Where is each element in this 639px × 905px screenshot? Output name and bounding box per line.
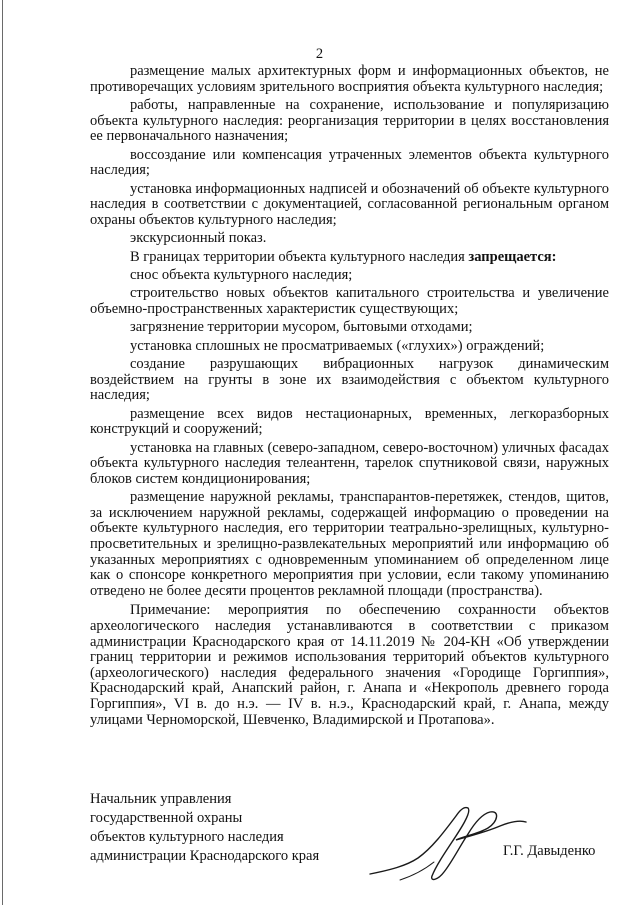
prohibited-intro [90,250,609,266]
prohibited-item-2: строительство новых объектов капитального строительства и увеличение объемно-пространственных характеристик существующих; [90,285,609,317]
position-line-4: администрации Краснодарского края [90,848,320,864]
paragraph-permitted-1: размещение малых архитектурных форм и информационных объектов, не противоречащих условиям зрительного восприятия объекта культурного наследия; [90,63,609,95]
position-line-2: государственной охраны [90,810,243,826]
prohibited-intro-bold: запрещается: [468,248,557,265]
prohibited-item-8: размещение наружной рекламы, транспарантов-перетяжек, стендов, щитов, за исключением наружной рекламы, содержащей информацию о проведении на объекте культурного наследия, его территории театрально-зрелищных, культурно-просветительных и зрелищно-развлекательных мероприятий или информацию об указанных мероприятиях с одновременным упоминанием об определенном лице как о спонсоре конкретного мероприятия при условии, если такому упоминанию отведено не более десяти процентов рекламной площади (пространства). [90,489,609,599]
signatory-position [90,790,350,866]
signatory-name: Г.Г. Давыденко [503,843,596,859]
page-number: 2 [315,46,324,62]
position-line-1: Начальник управления [90,791,232,807]
paragraph-permitted-2: работы, направленные на сохранение, использование и популяризацию объекта культурного наследия: реорганизация территории в целях восстановления ее первоначального назначения; [90,96,609,145]
note-paragraph: Примечание: мероприятия по обеспечению сохранности объектов археологического наследия устанавливаются в соответствии с приказом администрации Краснодарского края от 14.11.2019 № 204-КН «Об утверждении границ территории и режимов использования территорий объектов культурного (археологического) наследия федерального значения «Городище Горгиппия», Краснодарский край, Анапский район, г. Анапа и «Некрополь древнего города Горгиппия», VI в. до н.э. — IV в. н.э., Краснодарский край, г. Анапа, между улицами Черноморской, Шевченко, Владимирской и Протапова». [90,602,609,728]
prohibited-item-4: установка сплошных не просматриваемых («глухих») ограждений; [130,337,545,354]
handwritten-signature [360,796,530,886]
paragraph-permitted-4: установка информационных надписей и обозначений об объекте культурного наследия в соответствии с документацией, согласованной региональным органом охраны объектов культурного наследия; [90,180,609,228]
prohibited-item-7: установка на главных (северо-западном, северо-восточном) уличных фасадах объекта культурного наследия телеантенн, тарелок спутниковой связи, наружных блоков систем кондиционирования; [90,439,609,487]
prohibited-intro-text: В границах территории объекта культурного наследия [130,248,469,265]
prohibited-item-1: снос объекта культурного наследия; [130,266,353,283]
paragraph-permitted-5: экскурсионный показ. [130,230,267,247]
prohibited-item-5: создание разрушающих вибрационных нагрузок динамическим воздействием на грунты в зоне их взаимодействия с объектом культурного наследия; [90,356,609,404]
position-line-3: объектов культурного наследия [90,829,284,845]
page-edge-line [2,0,3,905]
document-body [90,64,609,731]
prohibited-item-6: размещение всех видов нестационарных, временных, легкоразборных конструкций и сооружений; [90,405,609,438]
paragraph-permitted-3: воссоздание или компенсация утраченных элементов объекта культурного наследия; [90,146,609,179]
prohibited-item-3: загрязнение территории мусором, бытовыми отходами; [130,319,473,336]
